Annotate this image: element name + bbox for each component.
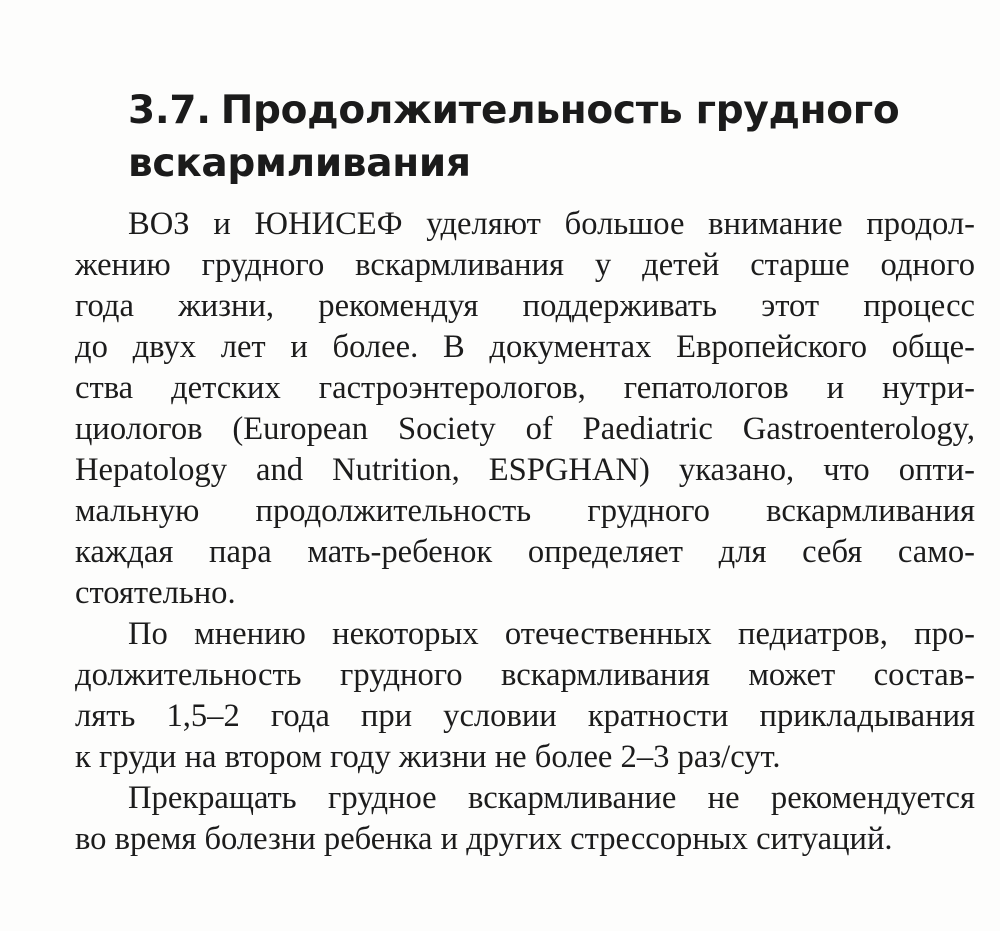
paragraph-1 — [75, 204, 975, 614]
text-line: жению грудного вскармливания у детей старше одного — [75, 247, 975, 283]
section-title-line-2: вскармливания — [128, 141, 471, 186]
text-line: к груди на втором году жизни не более 2–3 раз/сут. — [75, 739, 781, 775]
text-line: ства детских гастроэнтерологов, гепатологов и нутри- — [75, 370, 975, 406]
section-heading — [128, 84, 968, 190]
text-line: Прекращать грудное вскармливание не рекомендуется — [128, 780, 975, 816]
text-line: должительность грудного вскармливания может состав- — [75, 657, 975, 693]
section-number: 3.7. — [128, 88, 211, 133]
paragraph-2 — [75, 614, 975, 778]
section-title-line-1: Продолжительность грудного — [220, 88, 900, 133]
text-line: года жизни, рекомендуя поддерживать этот процесс — [75, 288, 975, 324]
text-line: мальную продолжительность грудного вскармливания — [75, 493, 975, 529]
text-line: стоятельно. — [75, 575, 236, 611]
text-line: до двух лет и более. В документах Европейского обще- — [75, 329, 975, 365]
text-line: лять 1,5–2 года при условии кратности прикладывания — [75, 698, 975, 734]
text-line: Hepatology and Nutrition, ESPGHAN) указано, что опти- — [75, 452, 975, 488]
text-line: циологов (European Society of Paediatric Gastroenterology, — [75, 411, 975, 447]
text-line: каждая пара мать-ребенок определяет для себя само- — [75, 534, 975, 570]
text-line: По мнению некоторых отечественных педиатров, про- — [128, 616, 975, 652]
paragraph-3 — [75, 778, 975, 860]
text-line: во время болезни ребенка и других стрессорных ситуаций. — [75, 821, 893, 857]
body-text — [75, 204, 975, 860]
text-line: ВОЗ и ЮНИСЕФ уделяют большое внимание продол- — [128, 206, 975, 242]
